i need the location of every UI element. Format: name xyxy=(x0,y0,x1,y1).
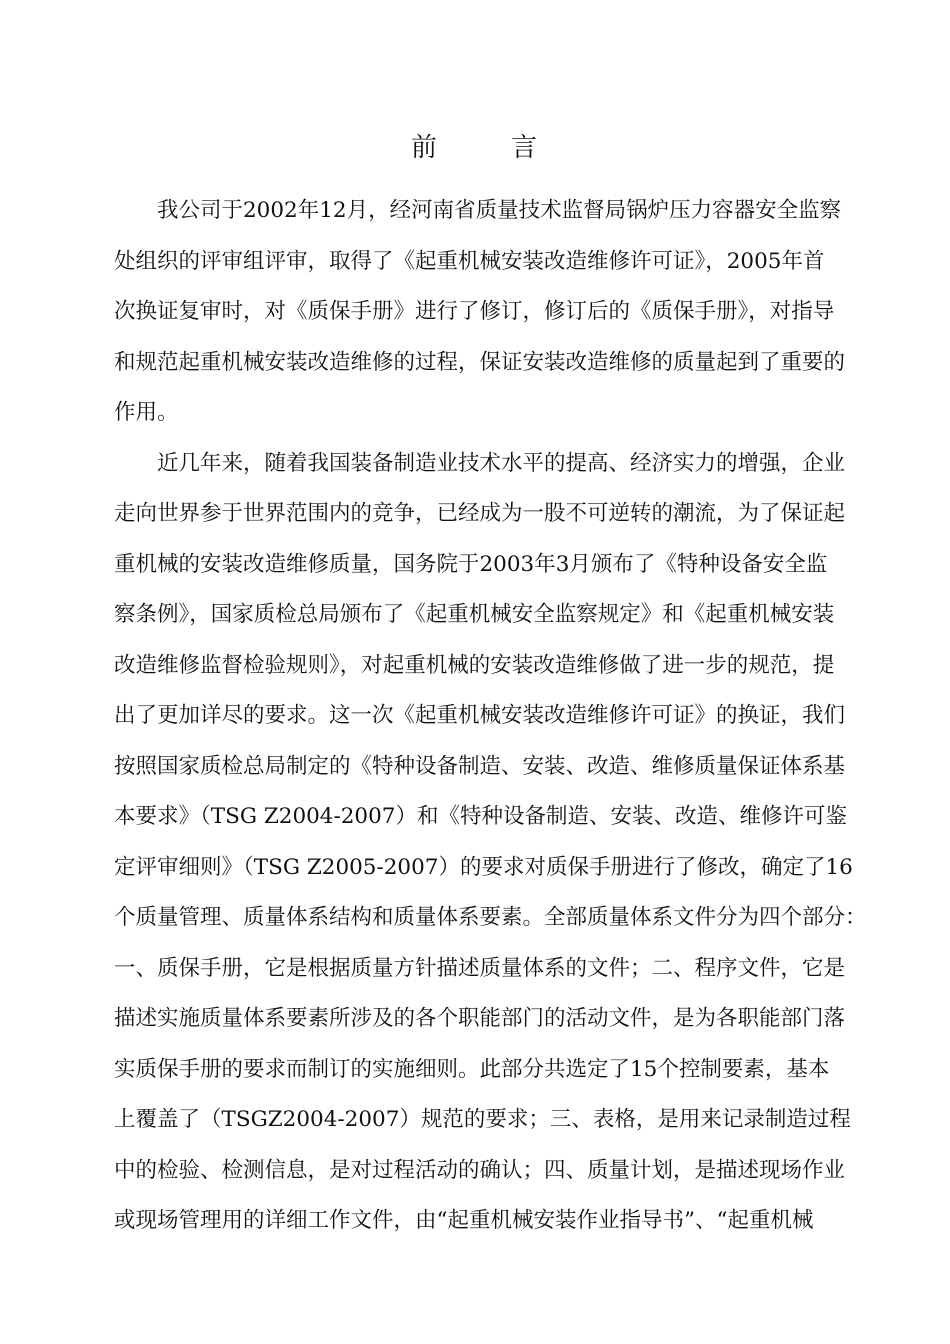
paragraph-2-line: 按照国家质检总局制定的《特种设备制造、安装、改造、维修质量保证体系基 xyxy=(114,753,846,779)
page-title xyxy=(0,128,950,168)
paragraph-2-line: 本要求》（TSG Z2004-2007）和《特种设备制造、安装、改造、维修许可鉴 xyxy=(114,804,847,829)
paragraph-1-line: 和规范起重机械安装改造维修的过程，保证安装改造维修的质量起到了重要的 xyxy=(114,349,846,375)
paragraph-2-line: 重机械的安装改造维修质量，国务院于2003年3月颁布了《特种设备安全监 xyxy=(114,551,828,577)
paragraph-2-line: 或现场管理用的详细工作文件，由“起重机械安装作业指导书”、“起重机械 xyxy=(114,1208,814,1233)
paragraph-1-line: 我公司于2002年12月，经河南省质量技术监督局锅炉压力容器安全监察 xyxy=(157,198,842,223)
title-char-1: 前 xyxy=(410,133,439,163)
paragraph-2-line: 定评审细则》（TSG Z2005-2007）的要求对质保手册进行了修改，确定了16 xyxy=(114,854,853,880)
paragraph-2-line: 走向世界参于世界范围内的竞争，已经成为一股不可逆转的潮流，为了保证起 xyxy=(114,501,846,526)
paragraph-1-line: 作用。 xyxy=(114,400,179,425)
paragraph-2-line: 上覆盖了（TSGZ2004-2007）规范的要求；三、表格，是用来记录制造过程 xyxy=(114,1107,851,1132)
paragraph-1-line: 次换证复审时，对《质保手册》进行了修订，修订后的《质保手册》，对指导 xyxy=(114,299,835,324)
paragraph-2-line: 一、质保手册，它是根据质量方针描述质量体系的文件；二、程序文件，它是 xyxy=(114,955,846,981)
paragraph-2-line: 近几年来，随着我国装备制造业技术水平的提高、经济实力的增强，企业 xyxy=(157,450,846,476)
paragraph-2-line: 出了更加详尽的要求。这一次《起重机械安装改造维修许可证》的换证，我们 xyxy=(114,703,846,728)
paragraph-2-line: 描述实施质量体系要素所涉及的各个职能部门的活动文件，是为各职能部门落 xyxy=(114,1006,846,1031)
title-char-2: 言 xyxy=(511,133,540,163)
document-body xyxy=(114,186,884,1247)
paragraph-2-line: 察条例》，国家质检总局颁布了《起重机械安全监察规定》和《起重机械安装 xyxy=(114,602,835,627)
paragraph-2-line: 实质保手册的要求而制订的实施细则。此部分共选定了15个控制要素，基本 xyxy=(114,1056,830,1082)
paragraph-2-line: 改造维修监督检验规则》，对起重机械的安装改造维修做了进一步的规范，提 xyxy=(114,652,835,678)
paragraph-1-line: 处组织的评审组评审，取得了《起重机械安装改造维修许可证》，2005年首 xyxy=(114,248,825,274)
paragraph-2-line: 中的检验、检测信息，是对过程活动的确认；四、质量计划，是描述现场作业 xyxy=(114,1157,846,1183)
paragraph-2-line: 个质量管理、质量体系结构和质量体系要素。全部质量体系文件分为四个部分： xyxy=(114,905,867,930)
